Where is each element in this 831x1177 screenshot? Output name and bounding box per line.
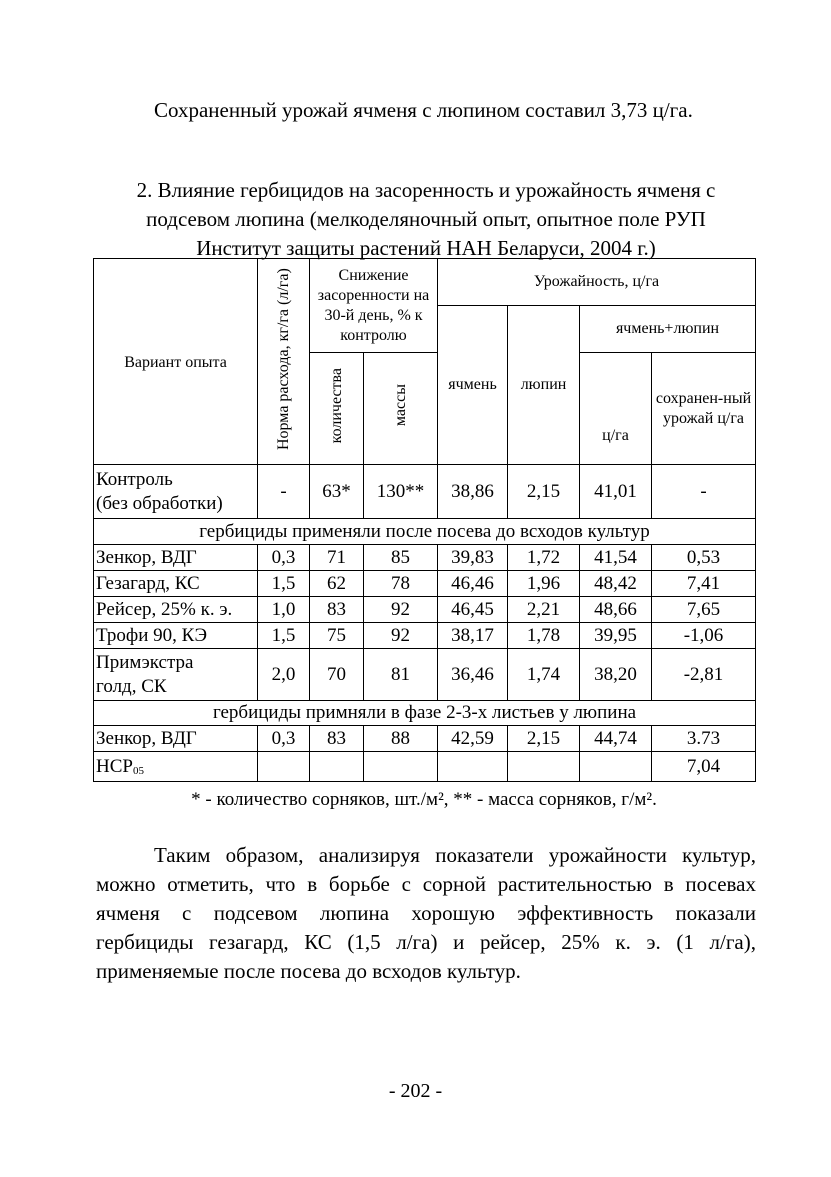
header-lupin: люпин xyxy=(508,306,580,465)
table-row xyxy=(94,726,756,752)
cell xyxy=(438,752,508,782)
cell: 0,53 xyxy=(652,545,756,571)
header-barley-lupin: ячмень+люпин xyxy=(580,306,756,353)
table-row xyxy=(94,597,756,623)
cell: - xyxy=(652,465,756,519)
cell: 1,78 xyxy=(508,623,580,649)
cell: 38,86 xyxy=(438,465,508,519)
cell: 1,5 xyxy=(258,571,310,597)
header-yield: Урожайность, ц/га xyxy=(438,259,756,306)
cell: -1,06 xyxy=(652,623,756,649)
cell: 85 xyxy=(364,545,438,571)
cell xyxy=(508,752,580,782)
cell: 48,42 xyxy=(580,571,652,597)
cell: 46,45 xyxy=(438,597,508,623)
cell: 78 xyxy=(364,571,438,597)
row-label: Зенкор, ВДГ xyxy=(94,726,258,752)
row-label: Зенкор, ВДГ xyxy=(94,545,258,571)
table-row xyxy=(94,545,756,571)
cell: -2,81 xyxy=(652,649,756,701)
header-count: количества xyxy=(310,353,364,465)
row-label: Контроль (без обработки) xyxy=(94,465,258,519)
table-caption xyxy=(92,176,760,263)
header-reduction: Снижение засоренности на 30-й день, % к контролю xyxy=(310,259,438,353)
caption-line-3: Институт защиты растений НАН Беларуси, 2004 г.) xyxy=(196,236,656,260)
cell xyxy=(258,752,310,782)
cell: 38,20 xyxy=(580,649,652,701)
cell: 75 xyxy=(310,623,364,649)
cell: 1,72 xyxy=(508,545,580,571)
cell xyxy=(364,752,438,782)
table-row-hcp xyxy=(94,752,756,782)
table-row-primextra xyxy=(94,649,756,701)
cell: 83 xyxy=(310,726,364,752)
row-label: Трофи 90, КЭ xyxy=(94,623,258,649)
cell xyxy=(580,752,652,782)
cell: 0,3 xyxy=(258,545,310,571)
cell: 88 xyxy=(364,726,438,752)
group-header-2: гербициды примняли в фазе 2-3-х листьев у люпина xyxy=(94,701,756,726)
cell: 130** xyxy=(364,465,438,519)
cell: 2,0 xyxy=(258,649,310,701)
cell: 1,74 xyxy=(508,649,580,701)
cell: 3.73 xyxy=(652,726,756,752)
cell: 71 xyxy=(310,545,364,571)
cell: 83 xyxy=(310,597,364,623)
cell: 7,04 xyxy=(652,752,756,782)
header-cha: ц/га xyxy=(580,353,652,465)
cell: 63* xyxy=(310,465,364,519)
header-norm: Норма расхода, кг/га (л/га) xyxy=(258,259,310,465)
cell: 2,15 xyxy=(508,726,580,752)
row-label: Примэкстра голд, СК xyxy=(94,649,258,701)
cell: 7,41 xyxy=(652,571,756,597)
caption-line-2: подсевом люпина (мелкоделяночный опыт, опытное поле РУП xyxy=(146,207,706,231)
table-row xyxy=(94,571,756,597)
cell: 41,01 xyxy=(580,465,652,519)
table-row xyxy=(94,623,756,649)
header-saved: сохранен-ный урожай ц/га xyxy=(652,353,756,465)
cell: 1,0 xyxy=(258,597,310,623)
cell: 46,46 xyxy=(438,571,508,597)
cell: 92 xyxy=(364,623,438,649)
table-footnote: * - количество сорняков, шт./м², ** - масса сорняков, г/м². xyxy=(191,789,657,810)
cell: 1,96 xyxy=(508,571,580,597)
group-header-1: гербициды применяли после посева до всходов культур xyxy=(94,519,756,545)
intro-paragraph xyxy=(96,96,756,125)
cell: 42,59 xyxy=(438,726,508,752)
cell: 36,46 xyxy=(438,649,508,701)
cell: 39,95 xyxy=(580,623,652,649)
row-label: НСР05 xyxy=(94,752,258,782)
page-number: - 202 - xyxy=(388,1080,443,1102)
header-variant: Вариант опыта xyxy=(94,259,258,465)
cell: 92 xyxy=(364,597,438,623)
cell: 48,66 xyxy=(580,597,652,623)
row-label: Рейсер, 25% к. э. xyxy=(94,597,258,623)
cell: 2,21 xyxy=(508,597,580,623)
intro-text: Сохраненный урожай ячменя с люпином составил 3,73 ц/га. xyxy=(154,98,693,122)
cell: 39,83 xyxy=(438,545,508,571)
header-mass: массы xyxy=(364,353,438,465)
conclusion-text: Таким образом, анализируя показатели урожайности культур, можно отметить, что в борьбе с сорной растительностью в посевах ячменя с подсевом люпина хорошую эффективность показали гербициды гезагард, КС (1,5 л/га) и рейсер, 25% к. э. (1 л/га), применяемые после посева до всходов культур. xyxy=(96,843,756,983)
cell: 44,74 xyxy=(580,726,652,752)
cell: 41,54 xyxy=(580,545,652,571)
cell: 62 xyxy=(310,571,364,597)
header-barley: ячмень xyxy=(438,306,508,465)
cell: 0,3 xyxy=(258,726,310,752)
cell xyxy=(310,752,364,782)
cell: 70 xyxy=(310,649,364,701)
cell: 1,5 xyxy=(258,623,310,649)
cell: 7,65 xyxy=(652,597,756,623)
cell: - xyxy=(258,465,310,519)
cell: 81 xyxy=(364,649,438,701)
cell: 2,15 xyxy=(508,465,580,519)
caption-line-1: 2. Влияние гербицидов на засоренность и урожайность ячменя с xyxy=(136,178,716,202)
herbicide-table xyxy=(93,258,756,782)
row-label: Гезагард, КС xyxy=(94,571,258,597)
table-row-control xyxy=(94,465,756,519)
conclusion-paragraph xyxy=(96,841,756,986)
cell: 38,17 xyxy=(438,623,508,649)
